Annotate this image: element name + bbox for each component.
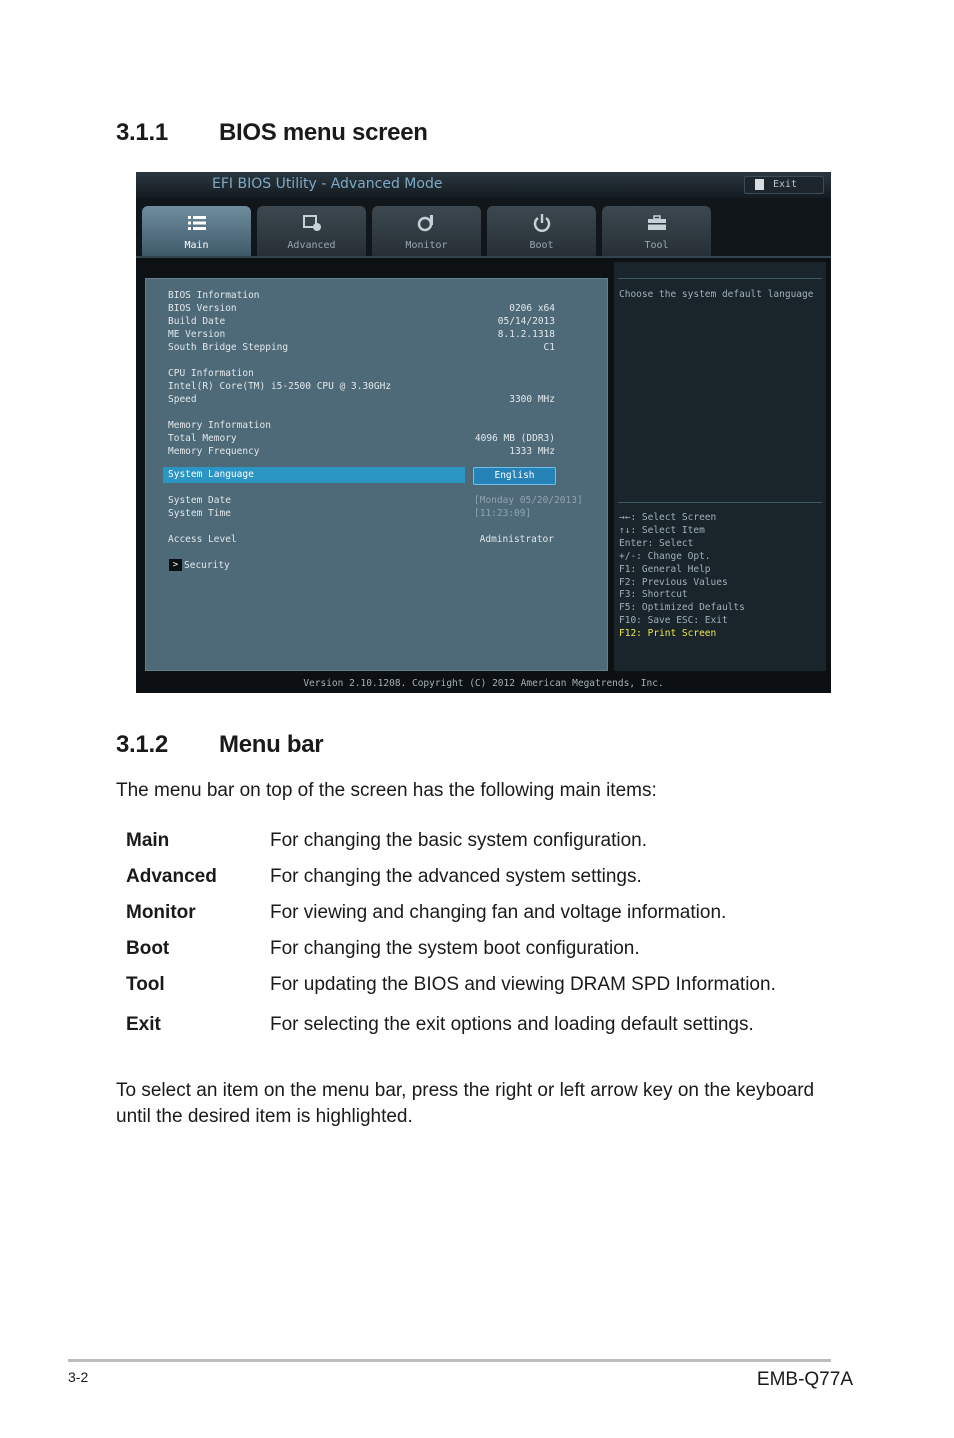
bios-footer: Version 2.10.1208. Copyright (C) 2012 American Megatrends, Inc. bbox=[136, 675, 831, 693]
build-date-label: Build Date bbox=[168, 316, 226, 327]
sb-stepping-label: South Bridge Stepping bbox=[168, 342, 289, 353]
key-hint: F1: General Help bbox=[619, 563, 711, 575]
memory-freq-label: Memory Frequency bbox=[168, 446, 260, 457]
tab-tool[interactable] bbox=[602, 206, 711, 256]
system-language-select[interactable]: English bbox=[473, 467, 556, 485]
key-hint: F2: Previous Values bbox=[619, 576, 728, 588]
total-memory-value: 4096 MB (DDR3) bbox=[474, 433, 555, 444]
total-memory-label: Total Memory bbox=[168, 433, 237, 444]
intro-paragraph: The menu bar on top of the screen has the following main items: bbox=[116, 780, 657, 801]
tab-main[interactable] bbox=[142, 206, 251, 256]
menu-item-desc: For changing the advanced system settings. bbox=[270, 866, 642, 887]
tab-monitor[interactable] bbox=[372, 206, 481, 256]
sb-stepping-value: C1 bbox=[543, 342, 555, 353]
speed-label: Speed bbox=[168, 394, 197, 405]
exit-icon bbox=[755, 179, 764, 190]
page-number: 3-2 bbox=[68, 1369, 89, 1385]
section-number: 3.1.2 bbox=[116, 731, 168, 758]
separator bbox=[136, 256, 831, 258]
tab-label: Monitor bbox=[405, 240, 448, 251]
system-time-value[interactable]: [11:23:09] bbox=[474, 508, 532, 519]
menu-item-desc: For viewing and changing fan and voltage information. bbox=[270, 902, 727, 923]
menu-item-name: Exit bbox=[126, 1014, 161, 1035]
menu-item-name: Boot bbox=[126, 938, 170, 959]
key-hint: F5: Optimized Defaults bbox=[619, 602, 745, 614]
monitor-icon bbox=[417, 214, 437, 232]
section-title: BIOS menu screen bbox=[219, 119, 428, 146]
system-date-value[interactable]: [Monday 05/20/2013] bbox=[474, 495, 583, 506]
toolbox-icon bbox=[647, 214, 667, 232]
bios-menu-bar bbox=[136, 198, 831, 256]
menu-item-desc: For selecting the exit options and loading default settings. bbox=[270, 1014, 754, 1035]
system-time-label: System Time bbox=[168, 508, 231, 519]
bios-info-header: BIOS Information bbox=[168, 290, 260, 301]
tab-label: Advanced bbox=[287, 240, 336, 251]
bios-title-bar bbox=[136, 172, 831, 198]
memory-freq-value: 1333 MHz bbox=[509, 446, 555, 457]
exit-label: Exit bbox=[773, 179, 798, 190]
security-submenu[interactable]: Security bbox=[184, 560, 230, 571]
menu-item-desc: For changing the basic system configuration. bbox=[270, 830, 648, 851]
speed-value: 3300 MHz bbox=[509, 394, 555, 405]
power-icon bbox=[532, 214, 552, 232]
menu-item-name: Monitor bbox=[126, 902, 196, 923]
section-title: Menu bar bbox=[219, 731, 324, 758]
tab-label: Main bbox=[184, 240, 209, 251]
key-hint: F10: Save ESC: Exit bbox=[619, 615, 728, 627]
section-number: 3.1.1 bbox=[116, 119, 168, 146]
section-heading-3-1-1 bbox=[116, 119, 428, 147]
bios-version-label: BIOS Version bbox=[168, 303, 237, 314]
bios-screenshot bbox=[136, 172, 831, 693]
tab-label: Boot bbox=[529, 240, 554, 251]
model-name: EMB-Q77A bbox=[756, 1369, 853, 1390]
system-date-label: System Date bbox=[168, 495, 231, 506]
menu-item-name: Tool bbox=[126, 974, 165, 995]
system-language-row[interactable] bbox=[163, 467, 465, 483]
help-text: Choose the system default language bbox=[619, 289, 814, 300]
advanced-icon bbox=[302, 214, 322, 232]
key-hint: →←: Select Screen bbox=[619, 512, 717, 523]
cpu-info-header: CPU Information bbox=[168, 368, 254, 379]
build-date-value: 05/14/2013 bbox=[497, 316, 555, 327]
menu-item-desc: For changing the system boot configuration. bbox=[270, 938, 640, 959]
memory-info-header: Memory Information bbox=[168, 420, 271, 431]
tab-boot[interactable] bbox=[487, 206, 596, 256]
system-language-label: System Language bbox=[168, 469, 254, 480]
key-hint-print-screen: F12: Print Screen bbox=[619, 628, 717, 640]
section-heading-3-1-2 bbox=[116, 731, 323, 759]
key-hint: +/-: Change Opt. bbox=[619, 550, 711, 562]
bios-title: EFI BIOS Utility - Advanced Mode bbox=[212, 176, 443, 192]
outro-paragraph: To select an item on the menu bar, press the right or left arrow key on the keyboard until the desired item is highlighted. bbox=[116, 1080, 815, 1127]
cpu-name: Intel(R) Core(TM) i5-2500 CPU @ 3.30GHz bbox=[168, 381, 392, 392]
key-hint: ↑↓: Select Item bbox=[619, 524, 705, 536]
access-level-value: Administrator bbox=[479, 534, 554, 545]
me-version-label: ME Version bbox=[168, 329, 226, 340]
chevron-right-icon: > bbox=[169, 559, 182, 571]
tab-label: Tool bbox=[644, 240, 669, 251]
tab-advanced[interactable] bbox=[257, 206, 366, 256]
me-version-value: 8.1.2.1318 bbox=[497, 329, 555, 340]
divider bbox=[618, 502, 822, 503]
footer-rule bbox=[68, 1359, 831, 1362]
bios-exit-button[interactable] bbox=[744, 176, 824, 194]
access-level-label: Access Level bbox=[168, 534, 237, 545]
bios-help-panel bbox=[614, 262, 826, 671]
key-hint: F3: Shortcut bbox=[619, 589, 688, 601]
menu-item-desc: For updating the BIOS and viewing DRAM SPD Information. bbox=[270, 974, 776, 995]
key-legend bbox=[619, 512, 745, 641]
divider bbox=[618, 278, 822, 279]
key-hint: Enter: Select bbox=[619, 537, 694, 549]
bios-version-value: 0206 x64 bbox=[509, 303, 555, 314]
list-icon bbox=[187, 214, 207, 232]
menu-item-name: Main bbox=[126, 830, 170, 851]
menu-item-name: Advanced bbox=[126, 866, 217, 887]
